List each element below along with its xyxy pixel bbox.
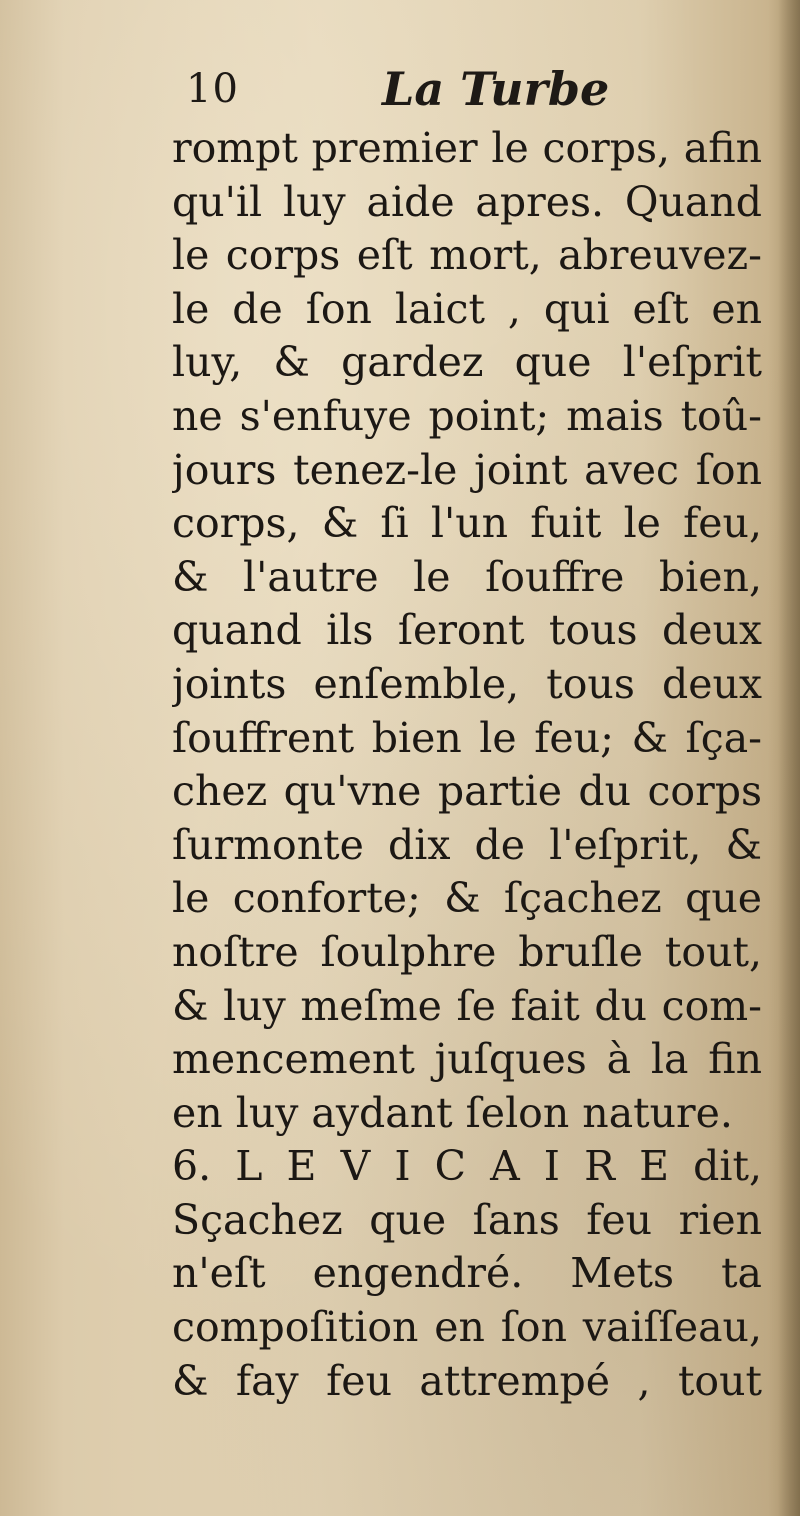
text-line: chez qu'vne partie du corps (172, 767, 762, 816)
text-line: Sçachez que ſans feu rien (172, 1195, 762, 1244)
text-line: ne s'enfuye point; mais toû- (172, 391, 762, 440)
text-line: quand ils ſeront tous deux (172, 606, 762, 655)
text-line: le de ſon laict , qui eſt en (172, 284, 762, 333)
text-line: corps, & ſi l'un fuit le feu, (172, 499, 762, 548)
text-line: jours tenez-le joint avec ſon (172, 445, 762, 494)
text-line: & l'autre le ſouffre bien, (172, 552, 762, 601)
text-line: noſtre ſoulphre bruſle tout, (172, 927, 762, 976)
body-text (172, 122, 762, 1408)
text-line: qu'il luy aide apres. Quand (172, 177, 762, 226)
text-line: ſurmonte dix de l'eſprit, & (172, 820, 762, 869)
text-line: n'eſt engendré. Mets ta (172, 1249, 762, 1298)
text-line: mencement juſques à la fin (172, 1035, 762, 1084)
text-line: ſouffrent bien le feu; & ſça- (172, 713, 762, 762)
page-edge-shadow (778, 0, 800, 1516)
running-title: La Turbe (382, 62, 610, 116)
text-line: en luy aydant ſelon nature. (172, 1088, 733, 1137)
section-heading-line: 6. L E V I C A I R E dit, (172, 1142, 762, 1191)
text-line: le corps eſt mort, abreuvez- (172, 231, 762, 280)
text-line: & luy meſme ſe fait du com- (172, 981, 762, 1030)
page-number: 10 (186, 66, 239, 112)
text-line: luy, & gardez que l'eſprit (172, 338, 762, 387)
running-head (186, 62, 746, 122)
text-line: joints enſemble, tous deux (172, 659, 762, 708)
text-line: rompt premier le corps, afin (172, 124, 762, 172)
text-line: & fay feu attrempé , tout (172, 1356, 762, 1405)
text-line: le conforte; & ſçachez que (172, 874, 762, 923)
text-line: compoſition en ſon vaiſſeau, (172, 1303, 762, 1352)
